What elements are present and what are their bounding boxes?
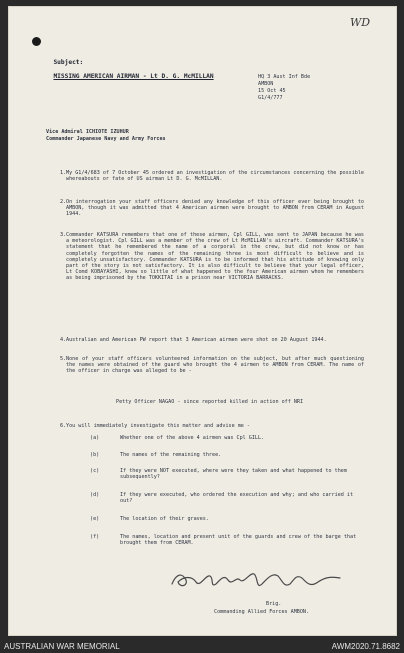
subject-value: MISSING AMERICAN AIRMAN - Lt D. G. McMILLAN bbox=[53, 73, 214, 80]
header-line-1: HQ 3 Aust Inf Bde bbox=[258, 74, 311, 80]
list-item-text: The names of the remaining three. bbox=[120, 452, 222, 458]
signature-rank: Brig. bbox=[266, 601, 282, 607]
footer-left: AUSTRALIAN WAR MEMORIAL bbox=[4, 642, 120, 651]
header-line-2: AMBON bbox=[258, 81, 274, 87]
paragraph-text: Commander KATSURA remembers that one of these airmen, Cpl GILL, was sent to JAPAN because he was a meteorologist. Cpl GILL was a member of the crew of Lt McMILLAN's aircraft. Commander KATSURA's statement that he remembered the name of a corporal in the crew, but did not know or has completely forgotten the names of the remaining three is most difficult to believe and is completely unsatisfactory. Commander KATSURA is to be informed that his attitude of knowing only part of the story is not satisfactory. It is also difficult to believe that your legal officer, Lt Comd KOBAYASHI, knew so little of what happened to the four American airmen whom he remembers as being imprisoned by the TOKKITAI in a prison near VICTORIA BARRACKS. bbox=[66, 232, 364, 282]
paragraph-number: 2. bbox=[60, 199, 67, 205]
paragraph-text: On interrogation your staff officers denied any knowledge of this officer ever being brought to AMBON, though it was admitted that 4 American airmen were brought to AMBON from CERAM in August 1944. bbox=[66, 199, 364, 218]
paragraph-number: 6. bbox=[60, 423, 67, 429]
paragraph-5 bbox=[60, 356, 364, 378]
list-item-label: (d) bbox=[90, 492, 100, 498]
paragraph-text: My G1/4/683 of 7 October 45 ordered an investigation of the circumstances concerning the possible whereabouts or fate of US airman Lt D. G. McMILLAN. bbox=[66, 170, 364, 183]
paragraph-4 bbox=[60, 337, 360, 351]
list-item-label: (a) bbox=[90, 435, 100, 441]
list-item-e bbox=[90, 516, 360, 526]
archive-footer bbox=[0, 641, 404, 653]
list-item-label: (b) bbox=[90, 452, 100, 458]
paragraph-text: You will immediately investigate this matter and advise me - bbox=[66, 423, 251, 429]
list-item-f bbox=[90, 534, 360, 550]
addressee-line-2: Commander Japanese Navy and Army Forces bbox=[46, 136, 166, 142]
signature-title: Commanding Allied Forces AMBON. bbox=[214, 609, 310, 615]
paragraph-6 bbox=[60, 423, 360, 433]
paragraph-number: 1. bbox=[60, 170, 67, 176]
paragraph-1 bbox=[60, 170, 364, 190]
paragraph-text: Australian and American PW report that 3 American airmen were shot on 20 August 1944. bbox=[66, 337, 327, 343]
paragraph-number: 5. bbox=[60, 356, 67, 362]
list-item-c bbox=[90, 468, 360, 484]
paragraph-3 bbox=[60, 232, 364, 300]
list-item-text: The location of their graves. bbox=[120, 516, 209, 522]
top-annotation: WD bbox=[350, 16, 371, 29]
list-item-text: Whether one of the above 4 airmen was Cpl GILL. bbox=[120, 435, 265, 441]
list-item-d bbox=[90, 492, 360, 508]
handwritten-signature bbox=[168, 566, 344, 592]
list-item-text: If they were NOT executed, where were they taken and what happened to them subsequently? bbox=[120, 468, 347, 481]
paragraph-number: 4. bbox=[60, 337, 67, 343]
paragraph-text: None of your staff officers volunteered information on the subject, but after much questioning the names were obtained of the guard who brought the 4 airmen to AMBON from CERAM. The name of the officer in charge was alleged to be - bbox=[66, 356, 364, 375]
header-line-4: G1/4/777 bbox=[258, 95, 283, 101]
list-item-b bbox=[90, 452, 360, 462]
list-item-text: If they were executed, who ordered the execution and why; and who carried it out? bbox=[120, 492, 354, 505]
list-item-label: (f) bbox=[90, 534, 100, 540]
officer-line: Petty Officer NAGAO - since reported killed in action off NRI bbox=[116, 399, 304, 405]
paragraph-number: 3. bbox=[60, 232, 67, 238]
list-item-label: (e) bbox=[90, 516, 100, 522]
list-item-a bbox=[90, 435, 360, 445]
addressee-line-1: Vice Admiral ICHIOTE IZUHUR bbox=[46, 129, 129, 135]
list-item-text: The names, location and present unit of the guards and crew of the barge that brought them from CERAM. bbox=[120, 534, 357, 547]
header-line-3: 15 Oct 45 bbox=[258, 88, 286, 94]
subject-line bbox=[46, 52, 214, 80]
footer-right: AWM2020.71.8682 bbox=[331, 642, 400, 651]
list-item-label: (c) bbox=[90, 468, 100, 474]
subject-label: Subject: bbox=[53, 59, 84, 66]
punch-hole bbox=[32, 37, 41, 46]
paragraph-2 bbox=[60, 199, 364, 221]
